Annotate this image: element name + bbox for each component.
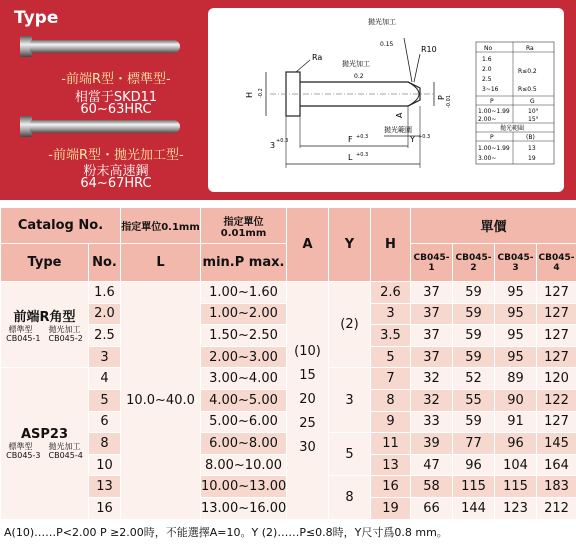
finish-015: 0.15 [380, 41, 394, 48]
pin-dimension-drawing [208, 8, 564, 192]
cell-price-4: 122 [537, 389, 576, 411]
banner-type-standard: -前端R型・標準型- [61, 72, 171, 87]
polish-range-label: 拋光範圍 [384, 126, 412, 134]
a-label: A [395, 112, 404, 118]
mini-cell: R≤0.5 [518, 86, 537, 93]
cell-price-2: 115 [453, 476, 495, 498]
type-group-r-corner [1, 282, 89, 368]
type-group-title: ASP23 [20, 426, 69, 442]
type-group-sub: 標準型 拋光加工 [8, 325, 81, 335]
l-label: L [348, 153, 353, 162]
h-tol: -0.2 [258, 88, 264, 98]
cell-no: 2.0 [89, 303, 121, 325]
cell-p-range: 10.00~13.00 [201, 476, 287, 498]
mini-cell: 1.00~1.99 [478, 145, 510, 152]
cell-no: 13 [89, 476, 121, 498]
cell-price-2: 59 [453, 282, 495, 304]
cell-price-1: 58 [411, 476, 453, 498]
header-type: Type [1, 244, 89, 282]
cell-price-3: 104 [495, 454, 537, 476]
cell-price-3: 89 [495, 368, 537, 390]
cell-a-values: (10) 15 20 25 30 [287, 282, 329, 520]
mini-cell: (B) [526, 134, 535, 141]
cell-price-4: 120 [537, 368, 576, 390]
cell-price-3: 123 [495, 497, 537, 519]
header-code-4: CB045-4 [537, 244, 576, 282]
mini-cell: R≤0.2 [518, 68, 537, 75]
finish-02: 0.2 [354, 73, 364, 80]
cell-no: 1.6 [89, 282, 121, 304]
cell-price-4: 127 [537, 325, 576, 347]
cell-price-3: 95 [495, 346, 537, 368]
cell-price-1: 33 [411, 411, 453, 433]
mini-h1-a: No [484, 45, 493, 52]
cell-h: 7 [371, 368, 411, 390]
mini-cell: 10° [528, 108, 539, 115]
polish-label-1: 拋光加工 [368, 18, 396, 26]
cell-no: 2.5 [89, 325, 121, 347]
cell-price-1: 39 [411, 433, 453, 455]
type-group-codes: CB045-1 CB045-2 [6, 334, 83, 344]
cell-no: 6 [89, 411, 121, 433]
mini-spec-table [476, 42, 554, 164]
header-code-1: CB045-1 [411, 244, 453, 282]
mini-cell: 13 [528, 145, 536, 152]
polish-label-2: 拋光加工 [342, 60, 370, 68]
cell-price-4: 183 [537, 476, 576, 498]
p-label: P [437, 95, 446, 100]
cell-price-4: 164 [537, 454, 576, 476]
mini-cell: 2.00~ [478, 116, 497, 123]
cell-no: 16 [89, 497, 121, 519]
cell-price-3: 90 [495, 389, 537, 411]
cell-y: 8 [329, 476, 371, 519]
cell-no: 8 [89, 433, 121, 455]
cell-price-1: 66 [411, 497, 453, 519]
type-group-title: 前端R角型 [13, 310, 76, 326]
cell-price-4: 145 [537, 433, 576, 455]
header-min-p-max: min.P max. [201, 244, 287, 282]
mini-cell: 拋光範圍 [500, 125, 525, 132]
mini-cell: 1.6 [482, 56, 492, 63]
type-banner [0, 0, 576, 200]
f-label: F [348, 135, 353, 144]
cell-p-range: 1.50~2.50 [201, 325, 287, 347]
ejector-pin-image [30, 120, 180, 133]
cell-no: 10 [89, 454, 121, 476]
cell-p-range: 1.00~1.60 [201, 282, 287, 304]
mini-cell: 3.00~ [478, 155, 497, 162]
cell-price-1: 37 [411, 282, 453, 304]
cell-y: (2) [329, 282, 371, 368]
cell-price-3: 95 [495, 282, 537, 304]
cell-no: 5 [89, 389, 121, 411]
header-code-2: CB045-2 [453, 244, 495, 282]
cell-h: 11 [371, 433, 411, 455]
header-spec-01: 指定單位0.1mm [121, 208, 201, 244]
y-label: Y [410, 135, 415, 144]
cell-p-range: 2.00~3.00 [201, 346, 287, 368]
y-tol: +0.3 [418, 134, 431, 140]
type-group-asp23 [1, 368, 89, 519]
banner-material-1: 相當于SKD11 [74, 90, 158, 105]
mini-cell: 1.00~1.99 [478, 108, 510, 115]
mini-h1-b: Ra [526, 45, 534, 52]
spec-price-table [0, 207, 576, 520]
mini-cell: 15° [528, 116, 539, 123]
cell-h: 2.6 [371, 282, 411, 304]
l-tol: +0.3 [356, 152, 369, 158]
cell-price-2: 96 [453, 454, 495, 476]
cell-price-3: 95 [495, 325, 537, 347]
cell-h: 3 [371, 303, 411, 325]
header-catalog-no: Catalog No. [1, 208, 121, 244]
cell-h: 9 [371, 411, 411, 433]
banner-hardness-2: 64~67HRC [80, 176, 152, 191]
cell-h: 8 [371, 389, 411, 411]
mini-cell: G [530, 98, 535, 105]
cell-price-1: 32 [411, 368, 453, 390]
cell-h: 5 [371, 346, 411, 368]
header-spec-001: 指定單位0.01mm [201, 208, 287, 244]
header-code-3: CB045-3 [495, 244, 537, 282]
cell-price-1: 37 [411, 325, 453, 347]
cell-h: 16 [371, 476, 411, 498]
banner-material-2: 粉末高速鋼 [83, 164, 149, 179]
cell-price-3: 91 [495, 411, 537, 433]
cell-price-2: 52 [453, 368, 495, 390]
header-h: H [371, 208, 411, 282]
header-no: No. [89, 244, 121, 282]
cell-price-1: 37 [411, 303, 453, 325]
cell-price-4: 127 [537, 282, 576, 304]
mini-cell: 3~16 [482, 86, 499, 93]
cell-no: 4 [89, 368, 121, 390]
footnote: A(10)……P<2.00 P ≥2.00時，不能選擇A=10。Y (2)……P≤0.8時，Y尺寸爲0.8 mm。 [4, 526, 448, 539]
h-label: H [245, 91, 254, 98]
header-l: L [121, 244, 201, 282]
cell-p-range: 3.00~4.00 [201, 368, 287, 390]
cell-price-4: 127 [537, 303, 576, 325]
cell-price-2: 59 [453, 346, 495, 368]
cell-price-4: 127 [537, 411, 576, 433]
cell-p-range: 8.00~10.00 [201, 454, 287, 476]
r10-label: R10 [421, 45, 437, 54]
cell-price-2: 59 [453, 303, 495, 325]
cell-price-3: 115 [495, 476, 537, 498]
mini-cell: 19 [528, 155, 536, 162]
cell-price-4: 127 [537, 346, 576, 368]
cell-price-2: 144 [453, 497, 495, 519]
cell-price-1: 37 [411, 346, 453, 368]
cell-p-range: 4.00~5.00 [201, 389, 287, 411]
cell-price-1: 47 [411, 454, 453, 476]
mini-cell: P [490, 134, 494, 141]
cell-h: 19 [371, 497, 411, 519]
header-y: Y [329, 208, 371, 282]
cell-no: 3 [89, 346, 121, 368]
cell-price-2: 55 [453, 389, 495, 411]
mini-cell: 2.5 [482, 76, 492, 83]
cell-l-range: 10.0~40.0 [121, 282, 201, 520]
p-tol: -0.01 [446, 95, 452, 108]
cell-y: 3 [329, 368, 371, 433]
cell-price-2: 59 [453, 411, 495, 433]
mini-cell: 2.0 [482, 66, 492, 73]
cell-p-range: 1.00~2.00 [201, 303, 287, 325]
cell-p-range: 6.00~8.00 [201, 433, 287, 455]
mini-cell: P [490, 98, 494, 105]
type-group-sub: 標準型 拋光加工 [8, 441, 81, 451]
cell-price-2: 77 [453, 433, 495, 455]
cell-price-1: 32 [411, 389, 453, 411]
header-unit-price: 單價 [411, 208, 576, 244]
banner-title: Type [14, 8, 59, 28]
technical-drawing [208, 8, 564, 192]
three-label: 3 [270, 141, 276, 150]
cell-p-range: 5.00~6.00 [201, 411, 287, 433]
cell-p-range: 13.00~16.00 [201, 497, 287, 519]
cell-price-3: 95 [495, 303, 537, 325]
f-tol: +0.3 [356, 134, 369, 140]
cell-y: 5 [329, 433, 371, 476]
ra-label: Ra [312, 53, 323, 62]
banner-hardness-1: 60~63HRC [80, 102, 152, 117]
ejector-pin-image [30, 40, 180, 53]
type-group-codes: CB045-3 CB045-4 [6, 450, 83, 460]
cell-price-4: 212 [537, 497, 576, 519]
three-tol: +0.3 [276, 138, 289, 144]
cell-price-3: 96 [495, 433, 537, 455]
header-a: A [287, 208, 329, 282]
banner-type-polished: -前端R型・拋光加工型- [48, 148, 184, 163]
cell-price-2: 59 [453, 325, 495, 347]
cell-h: 13 [371, 454, 411, 476]
cell-h: 3.5 [371, 325, 411, 347]
